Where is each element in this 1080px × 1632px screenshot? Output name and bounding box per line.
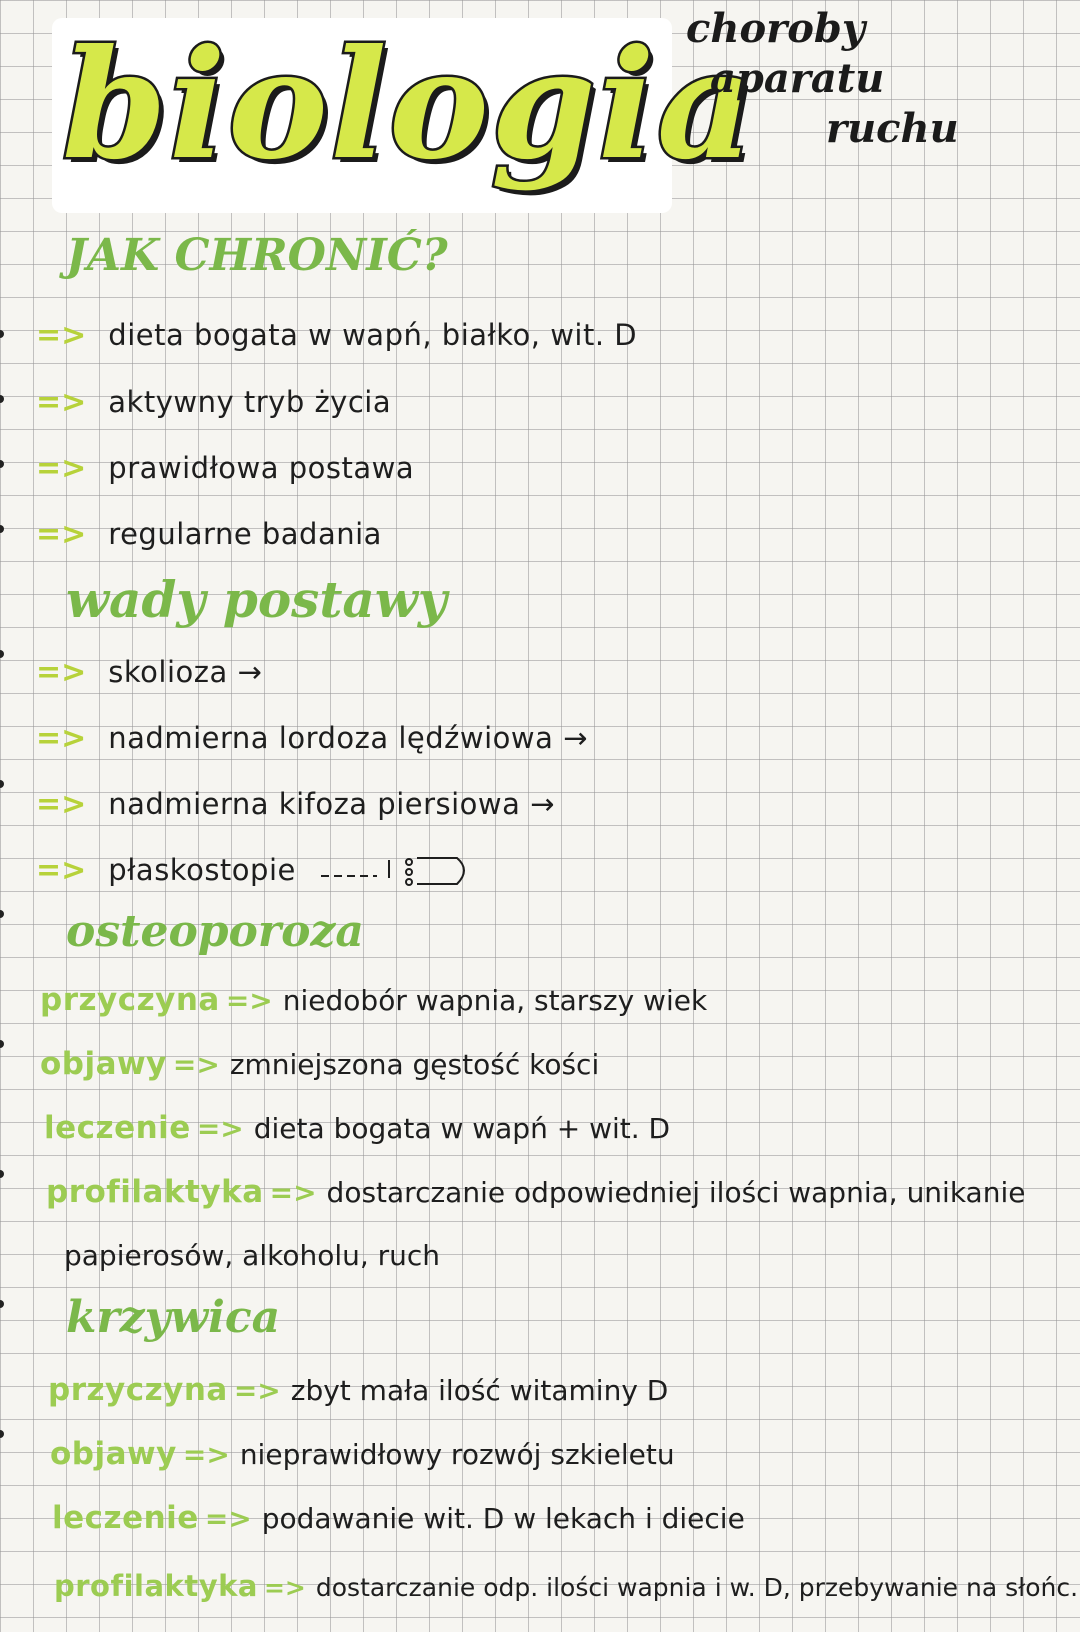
arrow-icon: => — [36, 318, 87, 353]
binder-hole — [0, 1040, 4, 1048]
arrow-icon: => — [36, 787, 87, 822]
row-label: profilaktyka — [54, 1569, 258, 1603]
row-label: objawy — [50, 1436, 177, 1472]
arrow-icon: => — [36, 517, 87, 552]
heading-jak-chronic: JAK CHRONIĆ? — [66, 230, 448, 281]
list-item: => dieta bogata w wapń, białko, wit. D — [36, 318, 638, 353]
heading-wady-postawy: wady postawy — [66, 570, 447, 629]
heading-osteoporoza: osteoporoza — [66, 906, 364, 957]
arrow-icon: => — [36, 655, 87, 690]
list-item: => płaskostopie — [36, 850, 477, 894]
arrow-icon: => — [172, 1048, 220, 1081]
arrow-icon: => — [225, 984, 273, 1017]
arrow-icon: => — [36, 451, 87, 486]
binder-hole — [0, 1170, 4, 1178]
table-row — [52, 1498, 745, 1539]
list-item: => nadmierna lordoza lędźwiowa → — [36, 721, 588, 756]
row-text: dostarczanie odpowiedniej ilości wapnia, unikanie — [326, 1176, 1026, 1209]
page-subtitle — [686, 4, 1006, 154]
binder-hole — [0, 650, 4, 658]
binder-hole — [0, 395, 4, 403]
table-row — [54, 1566, 1078, 1608]
binder-hole — [0, 780, 4, 788]
row-label: przyczyna — [40, 982, 220, 1018]
arrow-icon: => — [269, 1176, 317, 1209]
list-item: => regularne badania — [36, 517, 382, 552]
table-row — [50, 1434, 675, 1475]
row-label: leczenie — [44, 1110, 191, 1146]
list-item: => nadmierna kifoza piersiowa → — [36, 787, 555, 822]
table-row — [40, 980, 707, 1021]
row-text: zmniejszona gęstość kości — [229, 1048, 600, 1081]
binder-hole — [0, 1430, 4, 1438]
table-row — [46, 1172, 1025, 1213]
arrow-icon: => — [36, 853, 87, 888]
binder-hole — [0, 525, 4, 533]
page-title: biologia — [62, 17, 757, 193]
arrow-icon: => — [196, 1112, 244, 1145]
list-item: => aktywny tryb życia — [36, 385, 392, 420]
list-item: => skolioza → — [36, 655, 263, 690]
row-label: profilaktyka — [46, 1174, 264, 1210]
subtitle-line: aparatu — [710, 55, 885, 102]
arrow-icon: => — [204, 1502, 252, 1535]
arrow-icon: => — [36, 721, 87, 756]
row-label: objawy — [40, 1046, 167, 1082]
binder-hole — [0, 330, 4, 338]
subtitle-line: choroby — [686, 5, 866, 52]
arrow-icon: => — [182, 1438, 230, 1471]
binder-hole — [0, 460, 4, 468]
row-label: leczenie — [52, 1500, 199, 1536]
arrow-icon: => — [233, 1374, 281, 1407]
arrow-icon: => — [36, 385, 87, 420]
row-continuation: papierosów, alkoholu, ruch — [64, 1239, 441, 1272]
binder-hole — [0, 910, 4, 918]
row-text: dostarczanie odp. ilości wapnia i w. D, przebywanie na słońc. — [315, 1573, 1079, 1602]
subtitle-line: ruchu — [826, 105, 959, 152]
row-text: nieprawidłowy rozwój szkieletu — [239, 1438, 675, 1471]
table-row — [44, 1108, 670, 1149]
flat-foot-sketch-icon — [317, 850, 477, 894]
list-item: => prawidłowa postawa — [36, 451, 415, 486]
heading-krzywica: krzywica — [66, 1292, 281, 1343]
row-text: dieta bogata w wapń + wit. D — [253, 1112, 671, 1145]
arrow-icon: => — [263, 1573, 306, 1602]
row-label: przyczyna — [48, 1372, 228, 1408]
row-text: zbyt mała ilość witaminy D — [290, 1374, 669, 1407]
binder-hole — [0, 1300, 4, 1308]
row-text: niedobór wapnia, starszy wiek — [282, 984, 708, 1017]
row-text: podawanie wit. D w lekach i diecie — [261, 1502, 745, 1535]
table-row — [48, 1370, 668, 1411]
table-row — [40, 1044, 599, 1085]
